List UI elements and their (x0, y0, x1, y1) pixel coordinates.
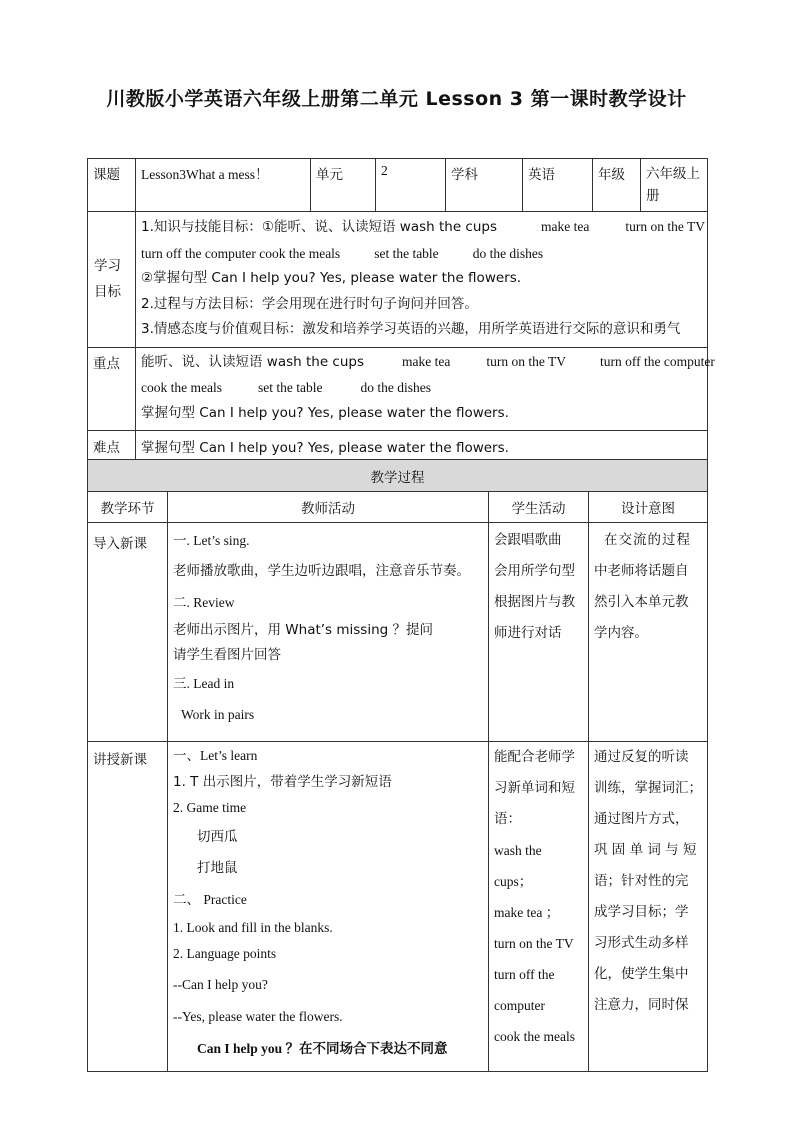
list-item: 语；针对性的完 (594, 873, 689, 889)
list-item: 能配合老师学 (494, 749, 575, 765)
goals-content (136, 212, 708, 348)
student-activity-new-lesson (489, 742, 589, 1072)
stage-intro: 导入新课 (88, 523, 168, 742)
subject-label: 学科 (446, 159, 523, 212)
difficulty-content: 掌握句型 Can I help you? Yes, please water the flowers. (136, 431, 708, 461)
list-item: 二. Review (173, 595, 235, 610)
list-item: 通过图片方式， (594, 811, 689, 827)
goals-label: 学习目标 (88, 212, 136, 348)
list-item: 注意力，同时保 (594, 997, 689, 1013)
column-intent: 设计意图 (589, 492, 708, 523)
list-item: wash the (494, 843, 542, 858)
list-item: 2. Game time (173, 800, 247, 815)
list-item: 1. T 出示图片，带着学生学习新短语 (173, 774, 392, 790)
list-item: 三. Lead in (173, 676, 235, 691)
goals-line-2: turn off the computer cook the meals set the table do the dishes (141, 245, 544, 261)
student-activity-intro (489, 523, 589, 742)
teaching-process-table (87, 459, 708, 1072)
list-item: turn on the TV (494, 936, 574, 951)
list-item: 在交流的过程 (604, 532, 691, 548)
list-item: 习形式生动多样 (594, 935, 689, 951)
design-intent-new-lesson (589, 742, 708, 1072)
list-item: 一、Let’s learn (173, 748, 258, 763)
list-item: 学内容。 (594, 625, 648, 641)
lesson-info-table (87, 158, 715, 461)
column-student: 学生活动 (489, 492, 589, 523)
list-item: computer (494, 998, 545, 1013)
list-item: 习新单词和短 (494, 780, 575, 796)
list-item: 老师播放歌曲，学生边听边跟唱，注意音乐节奏。 (173, 563, 470, 579)
key-line-3: 掌握句型 Can I help you? Yes, please water the flowers. (141, 404, 509, 421)
list-item: 1. Look and fill in the blanks. (173, 920, 333, 935)
teacher-activity-new-lesson (168, 742, 489, 1072)
list-item: 然引入本单元教 (594, 594, 689, 610)
unit-label: 单元 (311, 159, 376, 212)
goals-line-3: ②掌握句型 Can I help you? Yes, please water the flowers. (141, 270, 522, 286)
list-item: 二、 Practice (173, 892, 247, 907)
goals-line-5: 3.情感态度与价值观目标：激发和培养学习英语的兴趣，用所学英语进行交际的意识和勇气 (141, 321, 681, 337)
goals-line-1: 1.知识与技能目标：①能听、说、认读短语 wash the cups make tea turn on the TV (141, 219, 705, 235)
goals-line-4: 2.过程与方法目标：学会用现在进行时句子询问并回答。 (141, 295, 478, 312)
list-item: 中老师将话题自 (594, 563, 689, 579)
difficulty-label: 难点 (88, 431, 136, 461)
list-item: 一. Let’s sing. (173, 533, 250, 548)
table-row (88, 742, 708, 1072)
list-item: Can I help you ？在不同场合下表达不同意 (197, 1041, 448, 1056)
list-item: 打地鼠 (197, 860, 238, 876)
list-item: 化，使学生集中 (594, 966, 689, 982)
grade-value: 六年级上册 (641, 159, 708, 212)
list-item: 语： (494, 811, 521, 827)
list-item: make tea ； (494, 905, 560, 920)
table-row (88, 523, 708, 742)
key-line-2: cook the meals set the table do the dishes (141, 380, 431, 395)
list-item: 2. Language points (173, 946, 277, 961)
process-header: 教学过程 (88, 460, 708, 492)
column-teacher: 教师活动 (168, 492, 489, 523)
key-line-1: 能听、说、认读短语 wash the cups make tea turn on the TV turn off the computer (141, 353, 715, 370)
unit-value: 2 (376, 159, 446, 212)
design-intent-intro (589, 523, 708, 742)
list-item: cook the meals (494, 1029, 575, 1044)
list-item: turn off the (494, 967, 555, 982)
list-item: 切西瓜 (197, 829, 238, 845)
column-stage: 教学环节 (88, 492, 168, 523)
document-title: 川教版小学英语六年级上册第二单元 Lesson 3 第一课时教学设计 (106, 88, 687, 110)
list-item: --Can I help you? (173, 977, 268, 992)
key-label: 重点 (88, 347, 136, 431)
list-item: 巩 固 单 词 与 短 (594, 842, 697, 858)
list-item: 通过反复的听读 (594, 749, 689, 765)
list-item: 会跟唱歌曲 (494, 532, 562, 548)
list-item: 请学生看图片回答 (173, 647, 281, 663)
list-item: cups； (494, 874, 533, 889)
stage-new-lesson: 讲授新课 (88, 742, 168, 1072)
list-item: 成学习目标；学 (594, 904, 689, 920)
teacher-activity-intro (168, 523, 489, 742)
topic-value: Lesson3What a mess！ (136, 159, 311, 212)
list-item: 老师出示图片，用 What’s missing ？提问 (173, 622, 434, 638)
list-item: 会用所学句型 (494, 563, 575, 579)
list-item: --Yes, please water the flowers. (173, 1009, 343, 1024)
topic-label: 课题 (88, 159, 136, 212)
subject-value: 英语 (523, 159, 593, 212)
key-content (136, 347, 715, 431)
list-item: Work in pairs (181, 707, 255, 722)
grade-label: 年级 (593, 159, 641, 212)
list-item: 师进行对话 (494, 625, 562, 641)
list-item: 训练，掌握词汇； (594, 780, 702, 796)
list-item: 根据图片与教 (494, 594, 575, 610)
